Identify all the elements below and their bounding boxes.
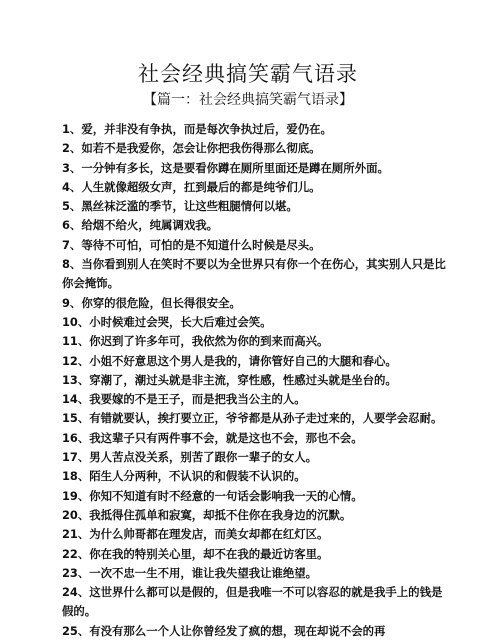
list-item: 9、你穿的很危险，但长得很安全。 — [62, 295, 241, 310]
list-item: 16、我这辈子只有两件事不会，就是这也不会，那也不会。 — [62, 430, 363, 445]
list-item: 12、小姐不好意思这个男人是我的，请你管好自己的大腿和春心。 — [62, 353, 397, 368]
list-item: 21、为什么帅哥都在理发店，而美女却都在红灯区。 — [62, 527, 329, 542]
list-item: 13、穿潮了，潮过头就是非主流，穿性感，性感过头就是坐台的。 — [62, 372, 397, 387]
list-item: 23、一次不忠一生不用，谁让我失望我让谁绝望。 — [62, 565, 318, 580]
list-item: 18、陌生人分两种，不认识的和假装不认识的。 — [62, 469, 306, 484]
list-item: 1、爱，并非没有争执，而是每次争执过后，爱仍在。 — [62, 122, 332, 136]
list-item: 19、你知不知道有时不经意的一句话会影响我一天的心情。 — [62, 488, 363, 503]
list-item: 17、男人苦点没关系，别苦了跟你一辈子的女人。 — [62, 450, 318, 465]
list-item: 22、你在我的特别关心里，却不在我的最近访客里。 — [62, 546, 329, 561]
list-item: 10、小时候难过会哭，长大后难过会笑。 — [62, 314, 272, 329]
list-item: 25、有没有那么一个人让你曾经发了疯的想，现在却说不会的再 — [62, 623, 386, 638]
document-subtitle: 【篇一：社会经典搞笑霸气语录】 — [143, 92, 353, 108]
quote-list — [62, 120, 448, 641]
document-title: 社会经典搞笑霸气语录 — [138, 62, 358, 86]
list-item: 14、我要嫁的不是王子，而是把我当公主的人。 — [62, 392, 306, 407]
list-item: 8、当你看到别人在笑时不要以为全世界只有你一个在伤心，其实别人只是比你会掩饰。 — [62, 257, 446, 291]
list-item: 6、给烟不给火，纯属调戏我。 — [62, 218, 219, 233]
list-item: 15、有错就要认，挨打要立正，爷爷都是从孙子走过来的，人要学会忍耐。 — [62, 411, 443, 426]
list-item: 4、人生就像超级女声，扛到最后的都是纯爷们儿。 — [62, 179, 321, 194]
list-item: 11、你迟到了许多年可，我依然为你的到来而高兴。 — [62, 334, 329, 349]
list-item: 5、黑丝袜泛滥的季节，让这些粗腿情何以堪。 — [62, 199, 298, 214]
list-item: 2、如若不是我爱你，怎会让你把我伤得那么彻底。 — [62, 141, 321, 156]
list-item: 24、这世界什么都可以是假的，但是我唯一不可以容忍的就是我手上的钱是假的。 — [62, 585, 443, 619]
list-item: 7、等待不可怕，可怕的是不知道什么时候是尽头。 — [62, 237, 321, 252]
list-item: 3、一分钟有多长，这是要看你蹲在厕所里面还是蹲在厕所外面。 — [62, 160, 389, 175]
list-item: 20、我抵得住孤单和寂寞，却抵不住你在我身边的沉默。 — [62, 507, 352, 522]
